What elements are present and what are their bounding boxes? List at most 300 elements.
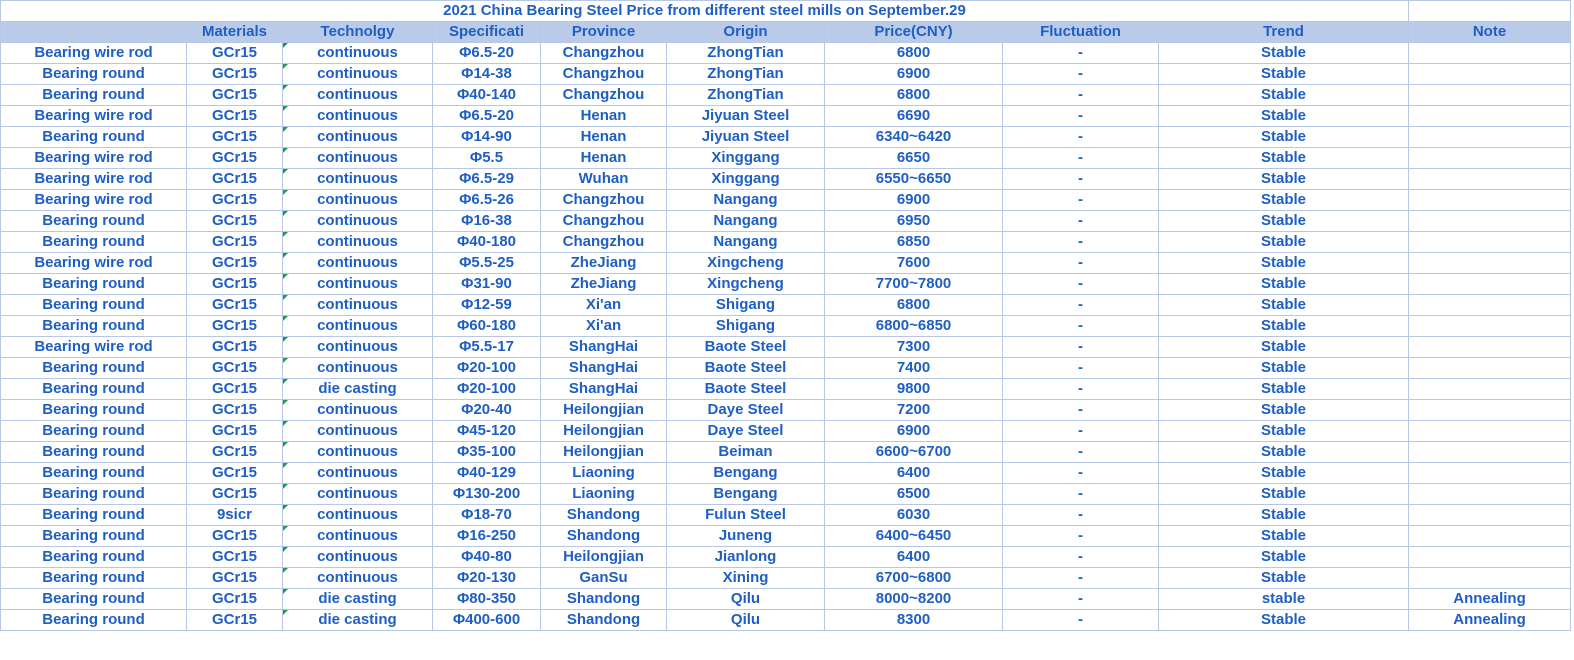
cell-province[interactable]: ShangHai xyxy=(541,379,667,400)
cell-origin[interactable]: Bengang xyxy=(667,484,825,505)
cell-price[interactable]: 7700~7800 xyxy=(825,274,1003,295)
cell-price[interactable]: 6800 xyxy=(825,43,1003,64)
cell-origin[interactable]: Nangang xyxy=(667,211,825,232)
cell-fluctuation[interactable]: - xyxy=(1003,169,1159,190)
cell-province[interactable]: Xi'an xyxy=(541,316,667,337)
cell-specification[interactable]: Φ14-90 xyxy=(433,127,541,148)
cell-origin[interactable]: Daye Steel xyxy=(667,400,825,421)
table-row[interactable] xyxy=(1,505,1571,526)
cell-origin[interactable]: Nangang xyxy=(667,232,825,253)
cell-trend[interactable]: Stable xyxy=(1159,610,1409,631)
table-row[interactable] xyxy=(1,127,1571,148)
cell-origin[interactable]: Jianlong xyxy=(667,547,825,568)
cell-price[interactable]: 6650 xyxy=(825,148,1003,169)
cell-specification[interactable]: Φ45-120 xyxy=(433,421,541,442)
cell-origin[interactable]: Beiman xyxy=(667,442,825,463)
cell-origin[interactable]: Juneng xyxy=(667,526,825,547)
cell-trend[interactable]: Stable xyxy=(1159,400,1409,421)
cell-province[interactable]: ShangHai xyxy=(541,358,667,379)
cell-fluctuation[interactable]: - xyxy=(1003,568,1159,589)
cell-note[interactable] xyxy=(1409,106,1571,127)
cell-specification[interactable]: Φ130-200 xyxy=(433,484,541,505)
cell-note[interactable] xyxy=(1409,148,1571,169)
table-row[interactable] xyxy=(1,358,1571,379)
cell-province[interactable]: Liaoning xyxy=(541,463,667,484)
cell-technolgy[interactable]: continuous xyxy=(283,337,433,358)
cell-province[interactable]: Changzhou xyxy=(541,43,667,64)
cell-product[interactable]: Bearing wire rod xyxy=(1,253,187,274)
table-row[interactable] xyxy=(1,463,1571,484)
cell-specification[interactable]: Φ16-38 xyxy=(433,211,541,232)
cell-product[interactable]: Bearing round xyxy=(1,127,187,148)
cell-materials[interactable]: GCr15 xyxy=(187,127,283,148)
cell-materials[interactable]: GCr15 xyxy=(187,316,283,337)
cell-product[interactable]: Bearing round xyxy=(1,64,187,85)
cell-price[interactable]: 6700~6800 xyxy=(825,568,1003,589)
cell-price[interactable]: 6800 xyxy=(825,85,1003,106)
cell-specification[interactable]: Φ6.5-20 xyxy=(433,106,541,127)
cell-note[interactable] xyxy=(1409,85,1571,106)
cell-technolgy[interactable]: continuous xyxy=(283,232,433,253)
cell-specification[interactable]: Φ31-90 xyxy=(433,274,541,295)
cell-technolgy[interactable]: continuous xyxy=(283,421,433,442)
cell-price[interactable]: 6690 xyxy=(825,106,1003,127)
table-row[interactable] xyxy=(1,547,1571,568)
cell-product[interactable]: Bearing round xyxy=(1,316,187,337)
column-header-price[interactable]: Price(CNY) xyxy=(825,22,1003,43)
cell-price[interactable]: 6340~6420 xyxy=(825,127,1003,148)
cell-specification[interactable]: Φ20-100 xyxy=(433,379,541,400)
cell-fluctuation[interactable]: - xyxy=(1003,589,1159,610)
cell-province[interactable]: Xi'an xyxy=(541,295,667,316)
cell-origin[interactable]: Baote Steel xyxy=(667,358,825,379)
cell-province[interactable]: Shandong xyxy=(541,589,667,610)
table-row[interactable] xyxy=(1,85,1571,106)
cell-materials[interactable]: GCr15 xyxy=(187,358,283,379)
cell-note[interactable] xyxy=(1409,379,1571,400)
cell-materials[interactable]: GCr15 xyxy=(187,337,283,358)
table-row[interactable] xyxy=(1,484,1571,505)
cell-fluctuation[interactable]: - xyxy=(1003,484,1159,505)
cell-product[interactable]: Bearing wire rod xyxy=(1,190,187,211)
cell-price[interactable]: 6550~6650 xyxy=(825,169,1003,190)
cell-origin[interactable]: Xinggang xyxy=(667,169,825,190)
cell-materials[interactable]: GCr15 xyxy=(187,148,283,169)
table-row[interactable] xyxy=(1,232,1571,253)
table-row[interactable] xyxy=(1,106,1571,127)
cell-product[interactable]: Bearing round xyxy=(1,295,187,316)
cell-fluctuation[interactable]: - xyxy=(1003,106,1159,127)
cell-product[interactable]: Bearing wire rod xyxy=(1,43,187,64)
cell-technolgy[interactable]: continuous xyxy=(283,127,433,148)
cell-origin[interactable]: Qilu xyxy=(667,589,825,610)
cell-price[interactable]: 8300 xyxy=(825,610,1003,631)
cell-technolgy[interactable]: continuous xyxy=(283,358,433,379)
cell-province[interactable]: Heilongjian xyxy=(541,442,667,463)
cell-origin[interactable]: ZhongTian xyxy=(667,43,825,64)
column-header-province[interactable]: Province xyxy=(541,22,667,43)
cell-specification[interactable]: Φ6.5-29 xyxy=(433,169,541,190)
cell-fluctuation[interactable]: - xyxy=(1003,253,1159,274)
table-row[interactable] xyxy=(1,421,1571,442)
cell-trend[interactable]: Stable xyxy=(1159,379,1409,400)
cell-fluctuation[interactable]: - xyxy=(1003,148,1159,169)
cell-price[interactable]: 6600~6700 xyxy=(825,442,1003,463)
cell-technolgy[interactable]: continuous xyxy=(283,295,433,316)
cell-fluctuation[interactable]: - xyxy=(1003,337,1159,358)
cell-specification[interactable]: Φ5.5 xyxy=(433,148,541,169)
cell-fluctuation[interactable]: - xyxy=(1003,421,1159,442)
cell-province[interactable]: ZheJiang xyxy=(541,274,667,295)
cell-technolgy[interactable]: continuous xyxy=(283,463,433,484)
cell-specification[interactable]: Φ16-250 xyxy=(433,526,541,547)
cell-specification[interactable]: Φ35-100 xyxy=(433,442,541,463)
cell-price[interactable]: 7400 xyxy=(825,358,1003,379)
cell-specification[interactable]: Φ20-100 xyxy=(433,358,541,379)
cell-note[interactable] xyxy=(1409,484,1571,505)
cell-trend[interactable]: Stable xyxy=(1159,484,1409,505)
cell-origin[interactable]: Fulun Steel xyxy=(667,505,825,526)
cell-fluctuation[interactable]: - xyxy=(1003,358,1159,379)
cell-technolgy[interactable]: continuous xyxy=(283,526,433,547)
cell-materials[interactable]: GCr15 xyxy=(187,610,283,631)
cell-price[interactable]: 6950 xyxy=(825,211,1003,232)
column-header-specification[interactable]: Specificati xyxy=(433,22,541,43)
cell-origin[interactable]: Jiyuan Steel xyxy=(667,106,825,127)
table-row[interactable] xyxy=(1,400,1571,421)
cell-technolgy[interactable]: continuous xyxy=(283,211,433,232)
cell-trend[interactable]: Stable xyxy=(1159,106,1409,127)
cell-note[interactable]: Annealing xyxy=(1409,589,1571,610)
cell-note[interactable] xyxy=(1409,127,1571,148)
cell-materials[interactable]: GCr15 xyxy=(187,211,283,232)
table-row[interactable] xyxy=(1,379,1571,400)
cell-technolgy[interactable]: continuous xyxy=(283,85,433,106)
cell-note[interactable] xyxy=(1409,211,1571,232)
cell-note[interactable] xyxy=(1409,358,1571,379)
cell-province[interactable]: Changzhou xyxy=(541,211,667,232)
cell-technolgy[interactable]: continuous xyxy=(283,316,433,337)
cell-fluctuation[interactable]: - xyxy=(1003,295,1159,316)
cell-trend[interactable]: Stable xyxy=(1159,85,1409,106)
cell-technolgy[interactable]: continuous xyxy=(283,274,433,295)
cell-note[interactable] xyxy=(1409,400,1571,421)
cell-technolgy[interactable]: continuous xyxy=(283,148,433,169)
cell-materials[interactable]: GCr15 xyxy=(187,295,283,316)
cell-fluctuation[interactable]: - xyxy=(1003,547,1159,568)
cell-note[interactable] xyxy=(1409,43,1571,64)
cell-specification[interactable]: Φ40-80 xyxy=(433,547,541,568)
cell-trend[interactable]: Stable xyxy=(1159,526,1409,547)
cell-product[interactable]: Bearing wire rod xyxy=(1,169,187,190)
cell-fluctuation[interactable]: - xyxy=(1003,274,1159,295)
table-row[interactable] xyxy=(1,211,1571,232)
cell-price[interactable]: 6400 xyxy=(825,463,1003,484)
column-header-note[interactable]: Note xyxy=(1409,22,1571,43)
cell-specification[interactable]: Φ80-350 xyxy=(433,589,541,610)
cell-technolgy[interactable]: continuous xyxy=(283,547,433,568)
cell-trend[interactable]: Stable xyxy=(1159,358,1409,379)
cell-note[interactable] xyxy=(1409,463,1571,484)
cell-specification[interactable]: Φ5.5-17 xyxy=(433,337,541,358)
cell-specification[interactable]: Φ14-38 xyxy=(433,64,541,85)
cell-trend[interactable]: Stable xyxy=(1159,190,1409,211)
cell-origin[interactable]: Jiyuan Steel xyxy=(667,127,825,148)
cell-province[interactable]: Heilongjian xyxy=(541,421,667,442)
cell-trend[interactable]: stable xyxy=(1159,589,1409,610)
cell-materials[interactable]: GCr15 xyxy=(187,379,283,400)
cell-materials[interactable]: GCr15 xyxy=(187,547,283,568)
cell-specification[interactable]: Φ20-130 xyxy=(433,568,541,589)
cell-trend[interactable]: Stable xyxy=(1159,463,1409,484)
cell-origin[interactable]: ZhongTian xyxy=(667,64,825,85)
column-header-origin[interactable]: Origin xyxy=(667,22,825,43)
cell-materials[interactable]: GCr15 xyxy=(187,568,283,589)
cell-product[interactable]: Bearing round xyxy=(1,211,187,232)
cell-trend[interactable]: Stable xyxy=(1159,316,1409,337)
cell-materials[interactable]: GCr15 xyxy=(187,106,283,127)
cell-specification[interactable]: Φ40-180 xyxy=(433,232,541,253)
cell-product[interactable]: Bearing round xyxy=(1,85,187,106)
cell-materials[interactable]: GCr15 xyxy=(187,526,283,547)
cell-fluctuation[interactable]: - xyxy=(1003,43,1159,64)
cell-price[interactable]: 6800 xyxy=(825,295,1003,316)
cell-product[interactable]: Bearing round xyxy=(1,526,187,547)
cell-materials[interactable]: GCr15 xyxy=(187,85,283,106)
table-row[interactable] xyxy=(1,190,1571,211)
cell-technolgy[interactable]: continuous xyxy=(283,568,433,589)
cell-origin[interactable]: Xining xyxy=(667,568,825,589)
cell-product[interactable]: Bearing round xyxy=(1,589,187,610)
cell-trend[interactable]: Stable xyxy=(1159,232,1409,253)
cell-specification[interactable]: Φ20-40 xyxy=(433,400,541,421)
cell-note[interactable] xyxy=(1409,421,1571,442)
cell-technolgy[interactable]: continuous xyxy=(283,190,433,211)
cell-province[interactable]: Heilongjian xyxy=(541,400,667,421)
cell-fluctuation[interactable]: - xyxy=(1003,505,1159,526)
cell-specification[interactable]: Φ40-129 xyxy=(433,463,541,484)
cell-price[interactable]: 7300 xyxy=(825,337,1003,358)
cell-materials[interactable]: GCr15 xyxy=(187,169,283,190)
cell-fluctuation[interactable]: - xyxy=(1003,526,1159,547)
cell-province[interactable]: Changzhou xyxy=(541,85,667,106)
cell-origin[interactable]: Xinggang xyxy=(667,148,825,169)
cell-price[interactable]: 7200 xyxy=(825,400,1003,421)
cell-province[interactable]: Changzhou xyxy=(541,190,667,211)
cell-specification[interactable]: Φ400-600 xyxy=(433,610,541,631)
cell-province[interactable]: Henan xyxy=(541,127,667,148)
cell-materials[interactable]: GCr15 xyxy=(187,274,283,295)
cell-product[interactable]: Bearing round xyxy=(1,379,187,400)
cell-province[interactable]: GanSu xyxy=(541,568,667,589)
table-row[interactable] xyxy=(1,442,1571,463)
cell-fluctuation[interactable]: - xyxy=(1003,316,1159,337)
cell-product[interactable]: Bearing wire rod xyxy=(1,337,187,358)
cell-specification[interactable]: Φ12-59 xyxy=(433,295,541,316)
table-row[interactable] xyxy=(1,253,1571,274)
table-row[interactable] xyxy=(1,568,1571,589)
cell-origin[interactable]: Bengang xyxy=(667,463,825,484)
cell-specification[interactable]: Φ6.5-20 xyxy=(433,43,541,64)
cell-technolgy[interactable]: die casting xyxy=(283,610,433,631)
cell-fluctuation[interactable]: - xyxy=(1003,190,1159,211)
cell-fluctuation[interactable]: - xyxy=(1003,400,1159,421)
cell-technolgy[interactable]: continuous xyxy=(283,484,433,505)
cell-origin[interactable]: Daye Steel xyxy=(667,421,825,442)
table-row[interactable] xyxy=(1,526,1571,547)
column-header-trend[interactable]: Trend xyxy=(1159,22,1409,43)
cell-technolgy[interactable]: continuous xyxy=(283,505,433,526)
cell-origin[interactable]: Shigang xyxy=(667,316,825,337)
cell-price[interactable]: 6030 xyxy=(825,505,1003,526)
cell-trend[interactable]: Stable xyxy=(1159,169,1409,190)
cell-fluctuation[interactable]: - xyxy=(1003,64,1159,85)
cell-price[interactable]: 6800~6850 xyxy=(825,316,1003,337)
cell-price[interactable]: 6900 xyxy=(825,190,1003,211)
cell-trend[interactable]: Stable xyxy=(1159,127,1409,148)
cell-province[interactable]: Heilongjian xyxy=(541,547,667,568)
cell-province[interactable]: Henan xyxy=(541,106,667,127)
cell-materials[interactable]: GCr15 xyxy=(187,589,283,610)
cell-fluctuation[interactable]: - xyxy=(1003,211,1159,232)
cell-province[interactable]: Shandong xyxy=(541,526,667,547)
cell-province[interactable]: Henan xyxy=(541,148,667,169)
cell-price[interactable]: 8000~8200 xyxy=(825,589,1003,610)
cell-product[interactable]: Bearing round xyxy=(1,547,187,568)
cell-origin[interactable]: Baote Steel xyxy=(667,337,825,358)
cell-province[interactable]: Shandong xyxy=(541,505,667,526)
cell-materials[interactable]: 9sicr xyxy=(187,505,283,526)
cell-trend[interactable]: Stable xyxy=(1159,253,1409,274)
column-header-product[interactable] xyxy=(1,22,187,43)
cell-materials[interactable]: GCr15 xyxy=(187,421,283,442)
cell-origin[interactable]: Baote Steel xyxy=(667,379,825,400)
table-row[interactable] xyxy=(1,316,1571,337)
cell-materials[interactable]: GCr15 xyxy=(187,232,283,253)
cell-technolgy[interactable]: die casting xyxy=(283,589,433,610)
cell-note[interactable] xyxy=(1409,568,1571,589)
cell-note[interactable] xyxy=(1409,547,1571,568)
cell-note[interactable] xyxy=(1409,232,1571,253)
cell-note[interactable] xyxy=(1409,169,1571,190)
cell-province[interactable]: Changzhou xyxy=(541,64,667,85)
cell-product[interactable]: Bearing round xyxy=(1,610,187,631)
cell-price[interactable]: 6900 xyxy=(825,421,1003,442)
column-header-fluctuation[interactable]: Fluctuation xyxy=(1003,22,1159,43)
cell-price[interactable]: 6850 xyxy=(825,232,1003,253)
cell-fluctuation[interactable]: - xyxy=(1003,442,1159,463)
table-row[interactable] xyxy=(1,169,1571,190)
cell-product[interactable]: Bearing round xyxy=(1,421,187,442)
cell-note[interactable] xyxy=(1409,274,1571,295)
cell-note[interactable] xyxy=(1409,505,1571,526)
cell-origin[interactable]: Xingcheng xyxy=(667,253,825,274)
cell-product[interactable]: Bearing round xyxy=(1,463,187,484)
cell-note[interactable] xyxy=(1409,316,1571,337)
cell-materials[interactable]: GCr15 xyxy=(187,463,283,484)
cell-technolgy[interactable]: continuous xyxy=(283,400,433,421)
table-row[interactable] xyxy=(1,43,1571,64)
table-row[interactable] xyxy=(1,148,1571,169)
cell-technolgy[interactable]: continuous xyxy=(283,253,433,274)
cell-note[interactable] xyxy=(1409,337,1571,358)
cell-trend[interactable]: Stable xyxy=(1159,568,1409,589)
cell-trend[interactable]: Stable xyxy=(1159,421,1409,442)
cell-province[interactable]: Changzhou xyxy=(541,232,667,253)
cell-trend[interactable]: Stable xyxy=(1159,43,1409,64)
cell-trend[interactable]: Stable xyxy=(1159,547,1409,568)
table-row[interactable] xyxy=(1,337,1571,358)
cell-origin[interactable]: ZhongTian xyxy=(667,85,825,106)
cell-province[interactable]: Shandong xyxy=(541,610,667,631)
cell-trend[interactable]: Stable xyxy=(1159,442,1409,463)
cell-note[interactable] xyxy=(1409,442,1571,463)
cell-technolgy[interactable]: continuous xyxy=(283,442,433,463)
cell-province[interactable]: ZheJiang xyxy=(541,253,667,274)
cell-product[interactable]: Bearing round xyxy=(1,232,187,253)
cell-note[interactable]: Annealing xyxy=(1409,610,1571,631)
cell-price[interactable]: 7600 xyxy=(825,253,1003,274)
cell-note[interactable] xyxy=(1409,190,1571,211)
cell-specification[interactable]: Φ40-140 xyxy=(433,85,541,106)
cell-materials[interactable]: GCr15 xyxy=(187,400,283,421)
cell-product[interactable]: Bearing round xyxy=(1,400,187,421)
column-header-technolgy[interactable]: Technolgy xyxy=(283,22,433,43)
cell-trend[interactable]: Stable xyxy=(1159,64,1409,85)
cell-fluctuation[interactable]: - xyxy=(1003,232,1159,253)
cell-product[interactable]: Bearing wire rod xyxy=(1,106,187,127)
cell-product[interactable]: Bearing round xyxy=(1,505,187,526)
table-row[interactable] xyxy=(1,589,1571,610)
cell-product[interactable]: Bearing round xyxy=(1,274,187,295)
table-row[interactable] xyxy=(1,274,1571,295)
cell-origin[interactable]: Shigang xyxy=(667,295,825,316)
cell-product[interactable]: Bearing wire rod xyxy=(1,148,187,169)
cell-trend[interactable]: Stable xyxy=(1159,274,1409,295)
cell-trend[interactable]: Stable xyxy=(1159,148,1409,169)
cell-province[interactable]: ShangHai xyxy=(541,337,667,358)
cell-product[interactable]: Bearing round xyxy=(1,442,187,463)
cell-note[interactable] xyxy=(1409,295,1571,316)
cell-note[interactable] xyxy=(1409,64,1571,85)
cell-specification[interactable]: Φ6.5-26 xyxy=(433,190,541,211)
cell-technolgy[interactable]: continuous xyxy=(283,64,433,85)
cell-materials[interactable]: GCr15 xyxy=(187,64,283,85)
cell-materials[interactable]: GCr15 xyxy=(187,190,283,211)
cell-product[interactable]: Bearing round xyxy=(1,358,187,379)
cell-fluctuation[interactable]: - xyxy=(1003,379,1159,400)
cell-fluctuation[interactable]: - xyxy=(1003,463,1159,484)
cell-trend[interactable]: Stable xyxy=(1159,337,1409,358)
cell-price[interactable]: 6400 xyxy=(825,547,1003,568)
table-row[interactable] xyxy=(1,295,1571,316)
cell-origin[interactable]: Xingcheng xyxy=(667,274,825,295)
cell-price[interactable]: 6500 xyxy=(825,484,1003,505)
cell-technolgy[interactable]: die casting xyxy=(283,379,433,400)
cell-price[interactable]: 9800 xyxy=(825,379,1003,400)
table-row[interactable] xyxy=(1,64,1571,85)
cell-province[interactable]: Wuhan xyxy=(541,169,667,190)
cell-note[interactable] xyxy=(1409,526,1571,547)
cell-province[interactable]: Liaoning xyxy=(541,484,667,505)
cell-trend[interactable]: Stable xyxy=(1159,505,1409,526)
cell-fluctuation[interactable]: - xyxy=(1003,127,1159,148)
cell-trend[interactable]: Stable xyxy=(1159,211,1409,232)
cell-materials[interactable]: GCr15 xyxy=(187,442,283,463)
cell-product[interactable]: Bearing round xyxy=(1,484,187,505)
cell-fluctuation[interactable]: - xyxy=(1003,610,1159,631)
cell-price[interactable]: 6400~6450 xyxy=(825,526,1003,547)
